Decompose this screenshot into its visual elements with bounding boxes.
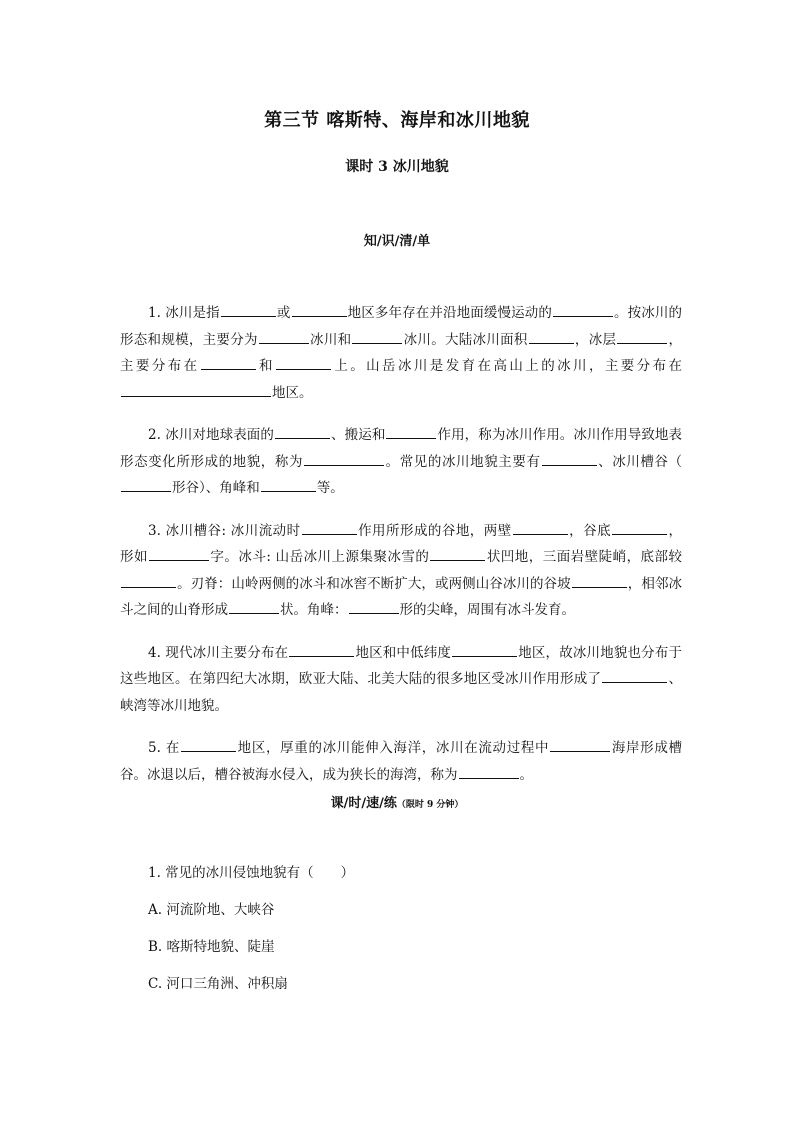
paragraph-text: 形的尖峰，周围有冰斗发育。 — [399, 602, 575, 618]
paragraph-text: 、搬运和 — [330, 427, 386, 443]
paragraph-text: 地区和中低纬度 — [355, 644, 452, 661]
paragraph-text: 作用所形成的谷地，两壁 — [357, 522, 512, 539]
paragraph-text: 冰川。大陆冰川面积 — [403, 331, 528, 348]
fill-blank[interactable] — [229, 598, 279, 614]
fill-blank[interactable] — [430, 545, 485, 561]
option-c[interactable]: C. 河口三角洲、冲积扇 — [148, 976, 288, 992]
practice-title-text: 课/时/速/练 — [330, 796, 397, 811]
paragraph-text: 。按冰川的形态和规模，主要分为 — [120, 305, 683, 348]
fill-blank[interactable] — [529, 328, 574, 344]
page-title: 第三节 喀斯特、海岸和冰川地貌 — [264, 110, 530, 131]
paragraph-text: ，相邻冰斗之间的山脊形成 — [120, 575, 683, 618]
paragraph-3 — [120, 518, 682, 624]
fill-blank[interactable] — [612, 519, 667, 535]
paragraph-text: 。常见的冰川地貌主要有 — [385, 453, 541, 470]
paragraph-text: 1. 冰川是指 — [148, 305, 220, 321]
fill-blank[interactable] — [221, 301, 276, 317]
fill-blank[interactable] — [349, 598, 399, 614]
paragraph-text: 或 — [276, 305, 291, 321]
paragraph-text: 4. 现代冰川主要分布在 — [148, 644, 289, 661]
fill-blank[interactable] — [149, 545, 209, 561]
option-b[interactable]: B. 喀斯特地貌、陡崖 — [148, 939, 275, 955]
section-knowledge-list-title: 知/识/清/单 — [363, 234, 431, 249]
question-1 — [148, 862, 354, 1010]
question-stem: 1. 常见的冰川侵蚀地貌有（ ） — [148, 865, 355, 881]
paragraph-text: 状。角峰： — [280, 602, 348, 618]
fill-blank[interactable] — [513, 519, 568, 535]
fill-blank[interactable] — [276, 354, 331, 370]
fill-blank[interactable] — [572, 572, 627, 588]
paragraph-5 — [120, 735, 682, 788]
fill-blank[interactable] — [261, 476, 316, 492]
knowledge-paragraphs — [120, 300, 682, 804]
paragraph-4 — [120, 640, 682, 720]
paragraph-text: 地区，厚重的冰川能伸入海洋，冰川在流动过程中 — [237, 740, 550, 756]
fill-blank[interactable] — [289, 641, 354, 657]
lesson-subtitle: 课时 3 冰川地貌 — [345, 159, 449, 175]
paragraph-text: 、峡湾等冰川地貌。 — [120, 671, 682, 714]
paragraph-text: ，谷底 — [568, 522, 612, 539]
paragraph-text: 上。山岳冰川是发育在高山上的冰川，主要分布在 — [331, 358, 683, 374]
paragraph-text: 冰川和 — [309, 331, 352, 348]
paragraph-text: ，形如 — [120, 522, 683, 565]
paragraph-text: 地区。 — [272, 384, 313, 401]
paragraph-text: ，冰层 — [574, 331, 617, 348]
paragraph-text: 。刃脊：山岭两侧的冰斗和冰窖不断扩大，或两侧山谷冰川的谷坡 — [177, 575, 571, 592]
fill-blank[interactable] — [602, 667, 667, 683]
paragraph-text: 等。 — [316, 480, 344, 496]
paragraph-text: 、冰川槽谷（ — [597, 453, 683, 470]
fill-blank[interactable] — [121, 476, 171, 492]
fill-blank[interactable] — [304, 450, 384, 466]
fill-blank[interactable] — [292, 301, 347, 317]
fill-blank[interactable] — [553, 301, 613, 317]
paragraph-text: 。 — [519, 766, 533, 783]
fill-blank[interactable] — [386, 423, 436, 439]
fill-blank[interactable] — [550, 736, 610, 752]
section-practice-title — [0, 792, 794, 811]
fill-blank[interactable] — [201, 354, 256, 370]
fill-blank[interactable] — [452, 641, 517, 657]
fill-blank[interactable] — [275, 423, 330, 439]
paragraph-text: 3. 冰川槽谷: 冰川流动时 — [148, 522, 301, 539]
fill-blank[interactable] — [121, 381, 271, 397]
paragraph-text: 2. 冰川对地球表面的 — [148, 427, 274, 443]
fill-blank[interactable] — [302, 519, 357, 535]
paragraph-text: 地区，故冰川地貌也分布于这些地区。在第四纪大冰期，欧亚大陆、北美大陆的很多地区受冰川作用形成了 — [120, 644, 683, 687]
time-limit-note: （限时 9 分钟） — [396, 800, 464, 810]
fill-blank[interactable] — [259, 328, 309, 344]
fill-blank[interactable] — [181, 736, 236, 752]
paragraph-text: 和 — [256, 358, 275, 374]
paragraph-text: 形谷）、角峰和 — [172, 480, 260, 496]
fill-blank[interactable] — [542, 450, 597, 466]
paragraph-text: 5. 在 — [148, 740, 180, 756]
paragraph-text: ，主要分布在 — [120, 331, 683, 374]
paragraph-text: 海岸形成槽谷。冰退以后，槽谷被海水侵入，成为狭长的海湾，称为 — [120, 740, 683, 783]
fill-blank[interactable] — [352, 328, 402, 344]
paragraph-text: 状凹地，三面岩壁陡峭，底部较 — [486, 549, 683, 565]
option-a[interactable]: A. 河流阶地、大峡谷 — [148, 902, 275, 918]
fill-blank[interactable] — [121, 572, 176, 588]
fill-blank[interactable] — [617, 328, 667, 344]
paragraph-text: 作用，称为冰川作用。冰川作用导致地表形态变化所形成的地貌，称为 — [120, 427, 683, 470]
fill-blank[interactable] — [459, 763, 519, 779]
paragraph-1 — [120, 300, 682, 406]
paragraph-text: 地区多年存在并沿地面缓慢运动的 — [347, 305, 552, 321]
paragraph-text: 字。冰斗: 山岳冰川上源集聚冰雪的 — [209, 549, 430, 565]
paragraph-2 — [120, 422, 682, 502]
